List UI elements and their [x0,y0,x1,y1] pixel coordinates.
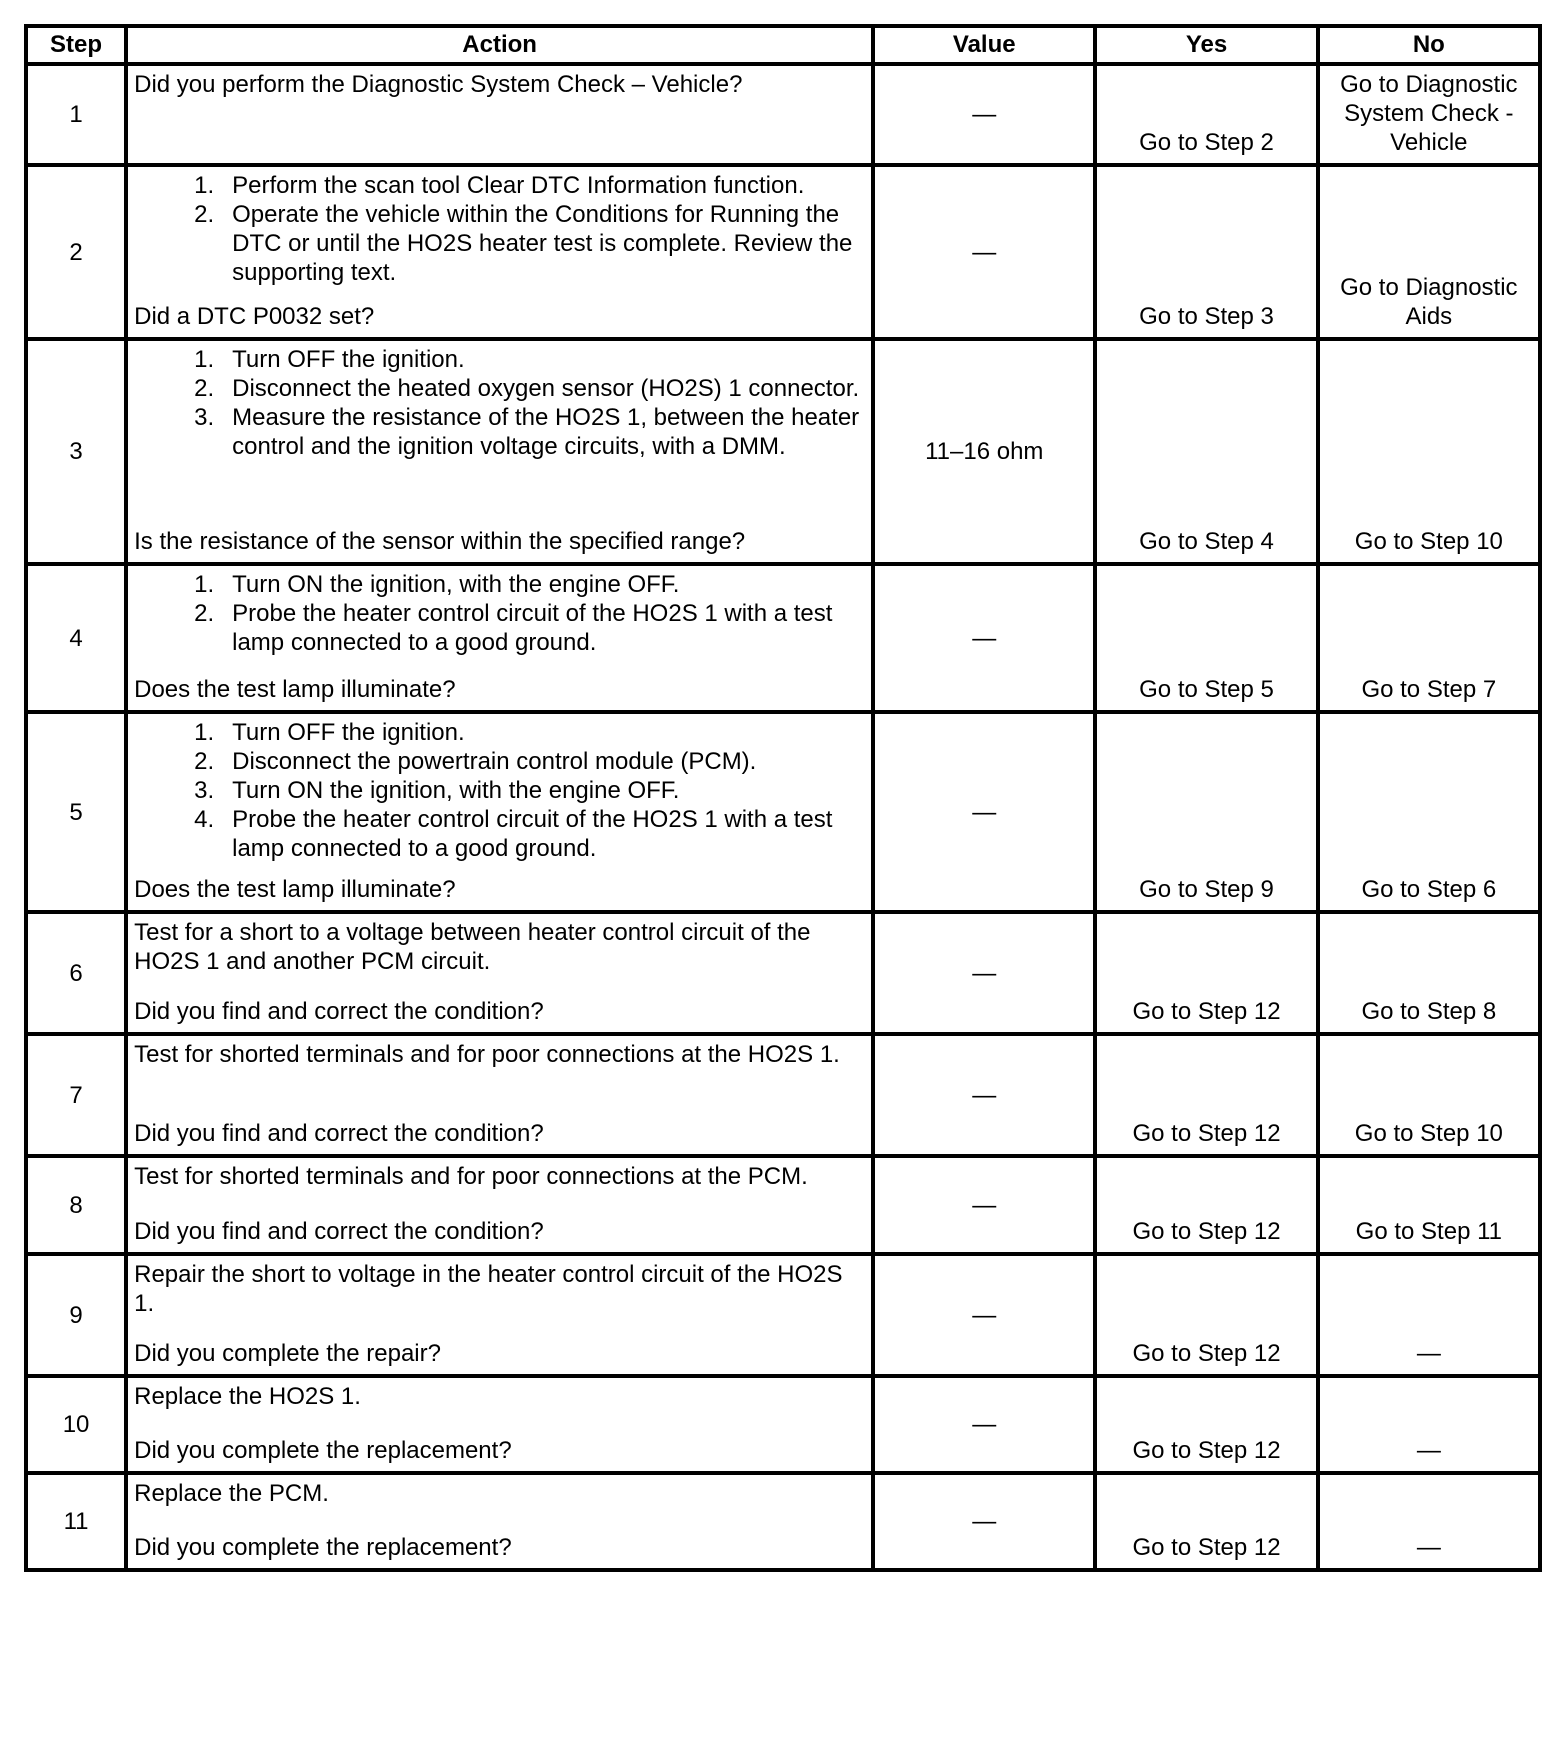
list-item-text: Turn OFF the ignition. [232,346,465,373]
table-row [26,564,1540,712]
action-question: Did you find and correct the condition? [134,1120,544,1147]
no-cell: Go to Diagnostic Aids [1318,165,1540,339]
list-item-number: 3. [194,404,215,431]
list-item-number: 1. [194,172,215,199]
action-steps-list [134,570,865,657]
step-number: 3 [26,339,126,564]
list-item-number: 2. [194,375,215,402]
action-cell [126,564,873,712]
header-value: Value [873,26,1095,64]
value-cell: — [873,712,1095,912]
list-item-text: Measure the resistance of the HO2S 1, between the heater control and the ignition voltage circuits, with a DMM. [232,404,860,460]
table-row [26,712,1540,912]
action-cell [126,64,873,165]
value-cell: — [873,1254,1095,1376]
step-number: 9 [26,1254,126,1376]
action-question: Is the resistance of the sensor within the specified range? [134,528,746,555]
header-step: Step [26,26,126,64]
list-item [134,718,865,747]
table-row [26,1254,1540,1376]
list-item-number: 1. [194,571,215,598]
action-question: Did you complete the repair? [134,1340,441,1367]
no-cell: Go to Step 6 [1318,712,1540,912]
step-number: 2 [26,165,126,339]
list-item [134,200,865,287]
action-question: Did you complete the replacement? [134,1437,512,1464]
list-item-text: Probe the heater control circuit of the HO2S 1 with a test lamp connected to a good ground. [232,600,833,656]
action-question: Did you find and correct the condition? [134,1218,544,1245]
list-item [134,747,865,776]
step-number: 6 [26,912,126,1034]
step-number: 11 [26,1473,126,1570]
yes-cell: Go to Step 12 [1095,1376,1317,1473]
value-cell: — [873,1034,1095,1156]
list-item-text: Disconnect the heated oxygen sensor (HO2S) 1 connector. [232,375,860,402]
action-cell [126,912,873,1034]
table-row [26,339,1540,564]
step-number: 1 [26,64,126,165]
action-cell [126,1254,873,1376]
step-number: 5 [26,712,126,912]
header-row [26,26,1540,64]
yes-cell: Go to Step 4 [1095,339,1317,564]
action-text: Repair the short to voltage in the heater control circuit of the HO2S 1. [134,1261,843,1317]
value-cell: — [873,1473,1095,1570]
list-item-text: Perform the scan tool Clear DTC Information function. [232,172,805,199]
table-row [26,64,1540,165]
value-cell: — [873,564,1095,712]
list-item-number: 1. [194,346,215,373]
action-cell [126,1034,873,1156]
action-question: Did a DTC P0032 set? [134,303,375,330]
no-cell: Go to Step 10 [1318,1034,1540,1156]
yes-cell: Go to Step 2 [1095,64,1317,165]
no-cell: Go to Step 7 [1318,564,1540,712]
value-cell: — [873,165,1095,339]
action-question: Did you find and correct the condition? [134,998,544,1025]
list-item [134,403,865,461]
action-text: Did you perform the Diagnostic System Check – Vehicle? [134,71,743,98]
no-cell: — [1318,1376,1540,1473]
yes-cell: Go to Step 12 [1095,1156,1317,1254]
yes-cell: Go to Step 12 [1095,1254,1317,1376]
no-cell: Go to Step 11 [1318,1156,1540,1254]
list-item-number: 2. [194,201,215,228]
list-item-number: 3. [194,777,215,804]
header-action: Action [126,26,873,64]
action-cell [126,165,873,339]
value-cell: — [873,912,1095,1034]
yes-cell: Go to Step 12 [1095,912,1317,1034]
value-cell: 11–16 ohm [873,339,1095,564]
action-cell [126,1473,873,1570]
value-cell: — [873,64,1095,165]
list-item-text: Turn ON the ignition, with the engine OFF. [232,777,680,804]
action-cell [126,1156,873,1254]
value-cell: — [873,1376,1095,1473]
table-row [26,1376,1540,1473]
action-cell [126,712,873,912]
yes-cell: Go to Step 9 [1095,712,1317,912]
value-cell: — [873,1156,1095,1254]
step-number: 4 [26,564,126,712]
list-item [134,345,865,374]
list-item [134,171,865,200]
action-text: Replace the PCM. [134,1480,329,1507]
list-item [134,776,865,805]
list-item-text: Probe the heater control circuit of the HO2S 1 with a test lamp connected to a good ground. [232,806,833,862]
action-question: Does the test lamp illuminate? [134,876,456,903]
table-row [26,912,1540,1034]
no-cell: Go to Step 10 [1318,339,1540,564]
header-yes: Yes [1095,26,1317,64]
no-cell: — [1318,1473,1540,1570]
no-cell: Go to Step 8 [1318,912,1540,1034]
step-number: 10 [26,1376,126,1473]
action-text: Replace the HO2S 1. [134,1383,361,1410]
action-steps-list [134,718,865,863]
header-no: No [1318,26,1540,64]
table-body [26,64,1540,1570]
list-item-text: Turn ON the ignition, with the engine OFF. [232,571,680,598]
list-item [134,599,865,657]
step-number: 8 [26,1156,126,1254]
yes-cell: Go to Step 5 [1095,564,1317,712]
yes-cell: Go to Step 12 [1095,1473,1317,1570]
table-row [26,1034,1540,1156]
action-cell [126,1376,873,1473]
no-cell: — [1318,1254,1540,1376]
action-text: Test for a short to a voltage between heater control circuit of the HO2S 1 and another PCM circuit. [134,919,811,975]
action-question: Does the test lamp illuminate? [134,676,456,703]
action-question: Did you complete the replacement? [134,1534,512,1561]
yes-cell: Go to Step 12 [1095,1034,1317,1156]
list-item [134,570,865,599]
list-item-number: 2. [194,600,215,627]
list-item-number: 2. [194,748,215,775]
list-item-text: Turn OFF the ignition. [232,719,465,746]
list-item-number: 4. [194,806,215,833]
list-item [134,374,865,403]
list-item-text: Disconnect the powertrain control module (PCM). [232,748,757,775]
table-row [26,1156,1540,1254]
list-item [134,805,865,863]
no-cell: Go to Diagnostic System Check - Vehicle [1318,64,1540,165]
action-text: Test for shorted terminals and for poor connections at the HO2S 1. [134,1041,840,1068]
step-number: 7 [26,1034,126,1156]
yes-cell: Go to Step 3 [1095,165,1317,339]
list-item-number: 1. [194,719,215,746]
diagnostic-table [24,24,1542,1572]
table-row [26,165,1540,339]
action-steps-list [134,345,865,461]
table-row [26,1473,1540,1570]
action-text: Test for shorted terminals and for poor connections at the PCM. [134,1163,808,1190]
list-item-text: Operate the vehicle within the Conditions for Running the DTC or until the HO2S heater test is complete. Review the supporting text. [232,201,853,286]
action-steps-list [134,171,865,287]
action-cell [126,339,873,564]
